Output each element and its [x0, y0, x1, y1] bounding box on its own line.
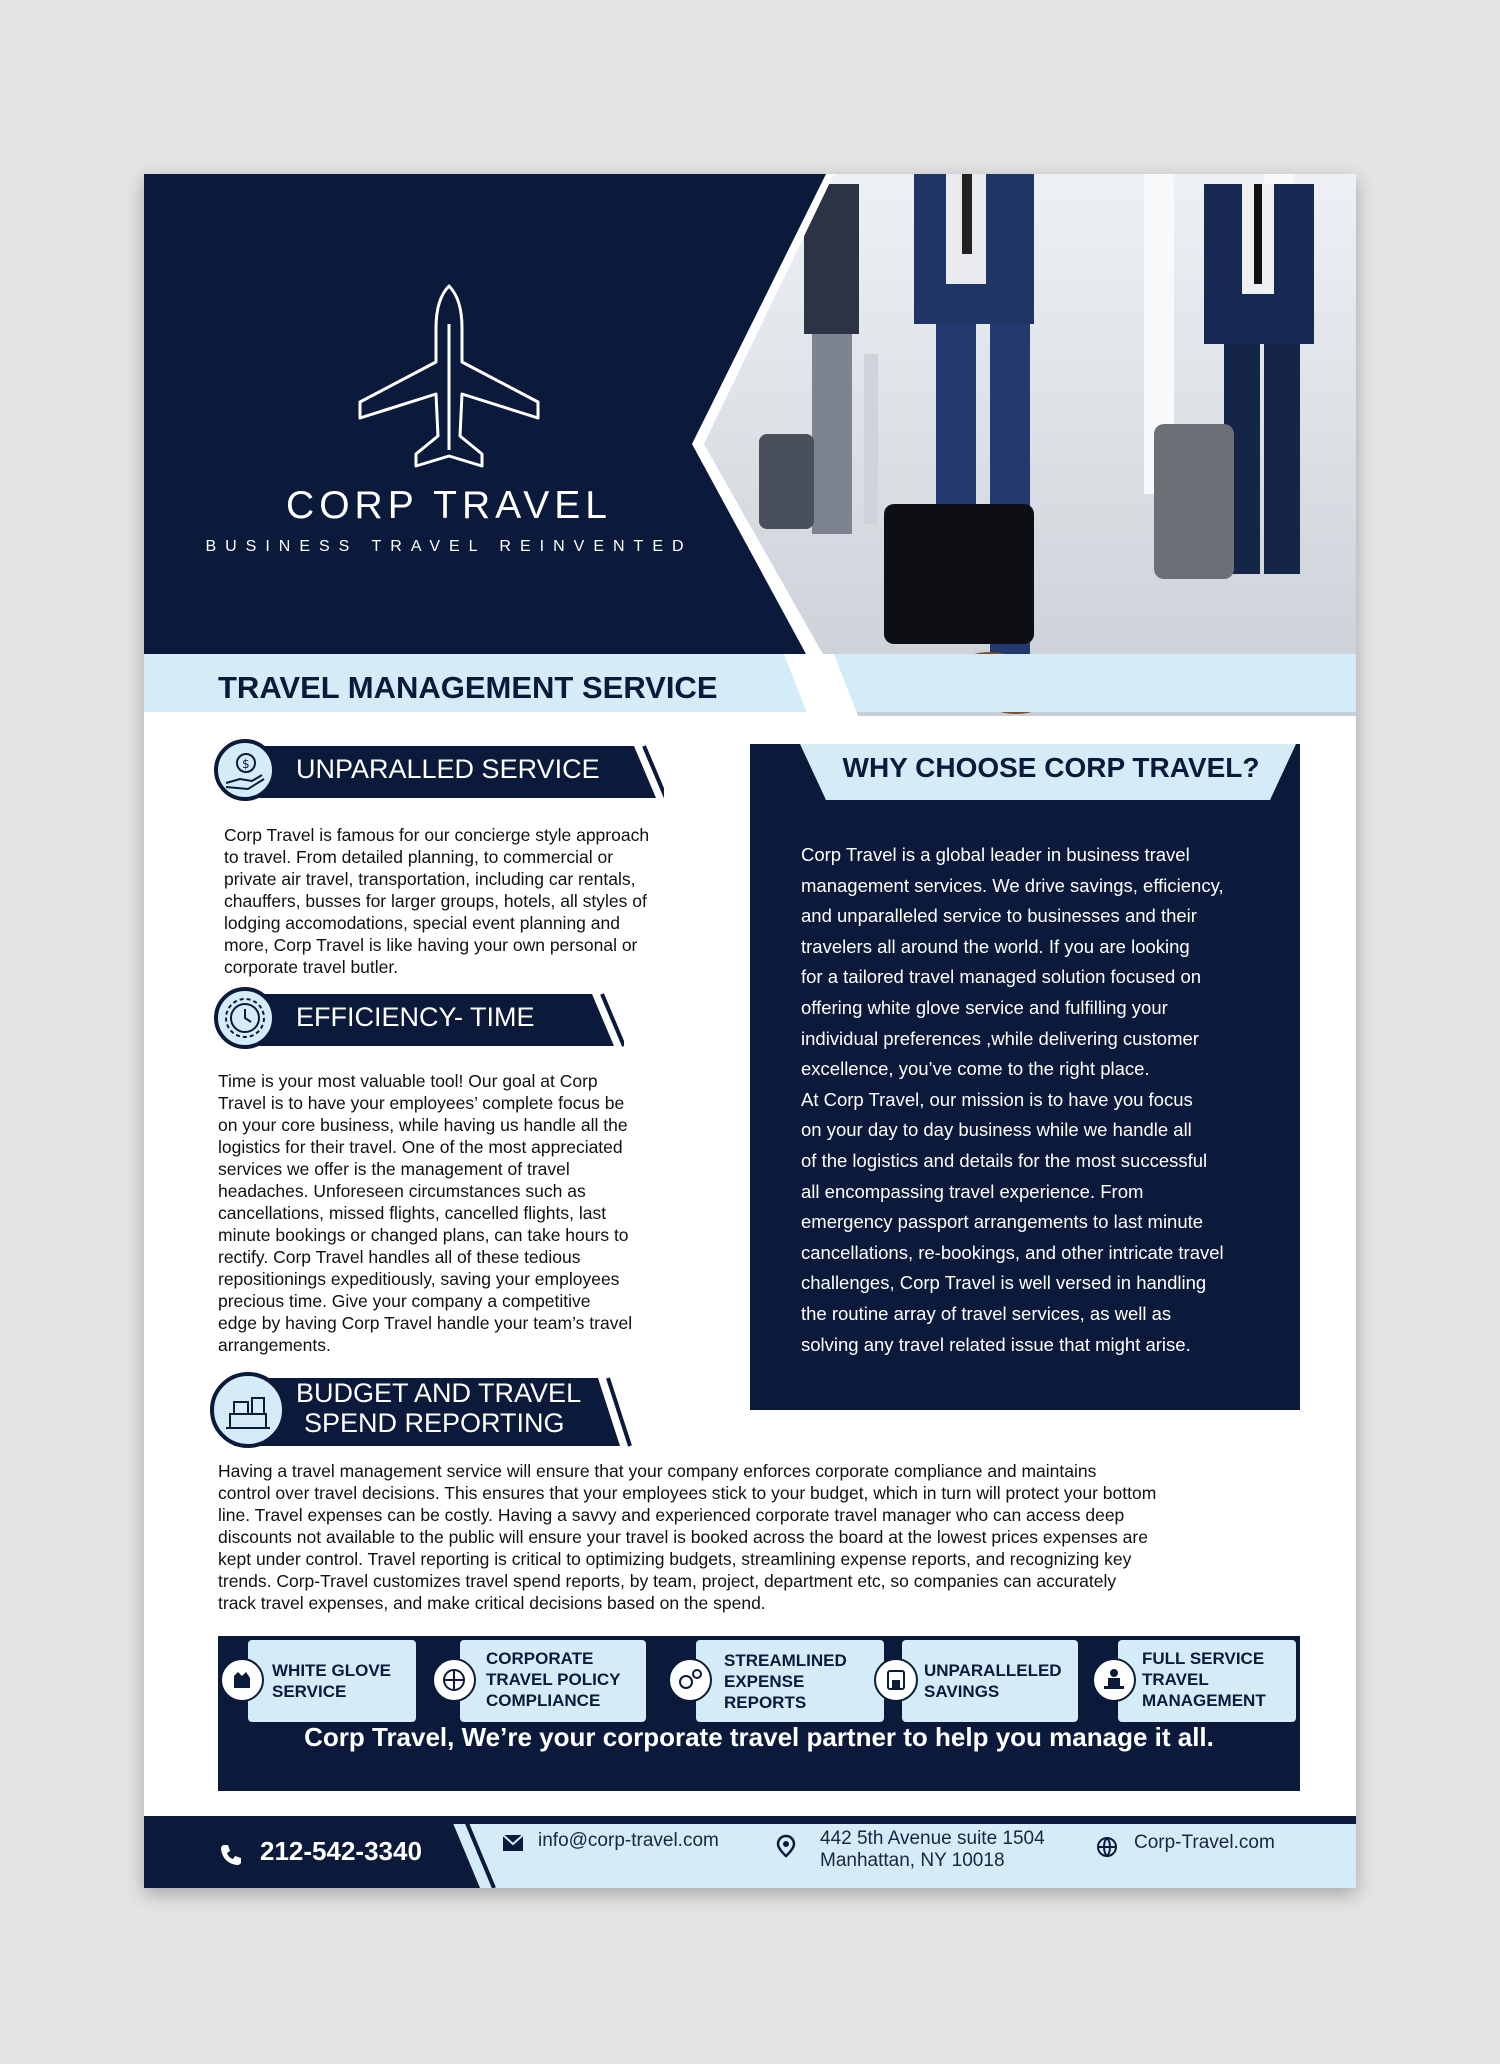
- savings-icon: [874, 1658, 918, 1702]
- budget-title-line2: SPEND REPORTING: [304, 1408, 565, 1438]
- footer-email[interactable]: info@corp-travel.com: [538, 1830, 719, 1851]
- footer-address-line1: 442 5th Avenue suite 1504: [820, 1828, 1045, 1849]
- flyer-page: [144, 174, 1356, 1888]
- clock-gear-icon: [214, 987, 276, 1049]
- efficiency-line: logistics for their travel. One of the most appreciated: [218, 1137, 623, 1157]
- why-line: travelers all around the world. If you are looking: [801, 935, 1190, 957]
- efficiency-line: headaches. Unforeseen circumstances such as: [218, 1181, 586, 1201]
- efficiency-line: arrangements.: [218, 1335, 331, 1355]
- why-line: individual preferences ,while delivering customer: [801, 1027, 1199, 1049]
- budget-line: discounts not available to the public will ensure your travel is booked across the board at the lowest prices expenses are: [218, 1527, 1148, 1547]
- budget-line: trends. Corp-Travel customizes travel spend reports, by team, project, department etc, so companies can accurately: [218, 1571, 1117, 1591]
- why-line: emergency passport arrangements to last minute: [801, 1211, 1204, 1233]
- budget-line: Having a travel management service will ensure that your company enforces corporate compliance and maintains: [218, 1461, 1097, 1481]
- policy-globe-icon: [432, 1658, 476, 1702]
- why-line: Corp Travel is a global leader in business travel: [801, 844, 1190, 865]
- why-line: management services. We drive savings, efficiency,: [801, 874, 1224, 896]
- why-line: offering white glove service and fulfilling your: [801, 996, 1168, 1018]
- budget-line: line. Travel expenses can be costly. Having a savvy and experienced corporate travel manager who can access deep: [218, 1505, 1125, 1525]
- footer-address-line2: Manhattan, NY 10018: [820, 1850, 1005, 1871]
- feature-line: COMPLIANCE: [486, 1691, 601, 1710]
- why-line: solving any travel related issue that might arise.: [801, 1333, 1191, 1355]
- location-icon: [776, 1834, 796, 1858]
- why-line: the routine array of travel services, as well as: [801, 1302, 1172, 1324]
- why-line: challenges, Corp Travel is well versed in handling: [801, 1272, 1207, 1294]
- efficiency-title: EFFICIENCY- TIME: [296, 1002, 535, 1032]
- feature-line: SERVICE: [272, 1682, 347, 1701]
- budget-line: track travel expenses, and make critical decisions based on the spend.: [218, 1593, 766, 1613]
- feature-policy-compliance: [486, 1648, 620, 1711]
- mail-icon: [502, 1834, 524, 1852]
- efficiency-line: cancellations, missed flights, cancelled flights, last: [218, 1203, 607, 1223]
- why-body: [801, 840, 1271, 1360]
- budget-report-icon: [210, 1372, 286, 1448]
- why-line: all encompassing travel experience. From: [801, 1180, 1144, 1202]
- svg-text:$: $: [242, 757, 250, 771]
- efficiency-line: precious time. Give your company a competitive: [218, 1291, 591, 1311]
- phone-icon: [218, 1842, 244, 1868]
- feature-line: EXPENSE: [724, 1672, 805, 1691]
- why-line: excellence, you’ve come to the right place.: [801, 1058, 1150, 1080]
- feature-line: SAVINGS: [924, 1682, 1000, 1701]
- why-line: on your day to day business while we handle all: [801, 1119, 1192, 1141]
- efficiency-line: on your core business, while having us handle all the: [218, 1115, 628, 1135]
- budget-title-line1: BUDGET AND TRAVEL: [296, 1378, 582, 1408]
- service-line: more, Corp Travel is like having your own personal or: [224, 935, 638, 955]
- gears-icon: [668, 1658, 712, 1702]
- efficiency-line: edge by having Corp Travel handle your team’s travel: [218, 1313, 633, 1333]
- budget-line: kept under control. Travel reporting is critical to optimizing budgets, streamlining expense reports, and recognizing key: [218, 1549, 1132, 1569]
- brand-name: CORP TRAVEL: [286, 484, 612, 527]
- glove-icon: [220, 1658, 264, 1702]
- feature-line: TRAVEL: [1142, 1670, 1209, 1689]
- service-line: Corp Travel is famous for our concierge style approach: [224, 825, 650, 845]
- manager-desk-icon: [1092, 1658, 1136, 1702]
- airplane-logo: [356, 284, 542, 474]
- efficiency-line: minute bookings or changed plans, can take hours to: [218, 1225, 629, 1245]
- feature-line: CORPORATE: [486, 1649, 594, 1668]
- feature-line: MANAGEMENT: [1142, 1691, 1266, 1710]
- feature-savings: [924, 1660, 1062, 1702]
- why-line: of the logistics and details for the most successful: [801, 1149, 1208, 1171]
- why-line: At Corp Travel, our mission is to have you focus: [801, 1088, 1193, 1110]
- band-title: TRAVEL MANAGEMENT SERVICE: [218, 670, 718, 705]
- feature-line: TRAVEL POLICY: [486, 1670, 621, 1689]
- why-choose-box: [750, 744, 1300, 1410]
- tagline: Corp Travel, We’re your corporate travel partner to help you manage it all.: [304, 1722, 1214, 1752]
- feature-line: FULL SERVICE: [1142, 1649, 1265, 1668]
- service-body: [224, 824, 744, 978]
- feature-line: WHITE GLOVE: [272, 1661, 391, 1680]
- feature-line: STREAMLINED: [724, 1651, 847, 1670]
- efficiency-line: rectify. Corp Travel handles all of these tedious: [218, 1247, 581, 1267]
- service-hand-icon: [214, 739, 276, 801]
- service-line: chauffers, busses for larger groups, hotels, all styles of: [224, 891, 647, 911]
- efficiency-body: [218, 1070, 748, 1356]
- footer-phone[interactable]: 212-542-3340: [260, 1836, 422, 1866]
- service-line: corporate travel butler.: [224, 957, 399, 977]
- features-bar: [218, 1636, 1300, 1791]
- budget-line: control over travel decisions. This ensures that your employees stick to your budget, which in turn will protect your bottom: [218, 1483, 1157, 1503]
- why-title: WHY CHOOSE CORP TRAVEL?: [842, 752, 1260, 783]
- service-line: lodging accomodations, special event planning and: [224, 913, 620, 933]
- why-line: for a tailored travel managed solution focused on: [801, 966, 1202, 988]
- globe-icon: [1096, 1836, 1118, 1858]
- feature-expense-reports: [724, 1650, 847, 1713]
- budget-body: [218, 1460, 1308, 1614]
- efficiency-line: Travel is to have your employees’ complete focus be: [218, 1093, 625, 1113]
- footer-website[interactable]: Corp-Travel.com: [1134, 1832, 1275, 1853]
- efficiency-line: services we offer is the management of travel: [218, 1159, 570, 1179]
- why-line: and unparalleled service to businesses and their: [801, 905, 1197, 927]
- feature-full-service: [1142, 1648, 1266, 1711]
- brand-tagline: BUSINESS TRAVEL REINVENTED: [205, 538, 693, 555]
- feature-white-glove: [272, 1660, 391, 1702]
- efficiency-line: Time is your most valuable tool! Our goal at Corp: [218, 1071, 598, 1091]
- service-line: to travel. From detailed planning, to commercial or: [224, 847, 614, 867]
- feature-line: REPORTS: [724, 1693, 807, 1712]
- service-title: UNPARALLED SERVICE: [296, 754, 600, 784]
- efficiency-line: repositionings expeditiously, saving your employees: [218, 1269, 620, 1289]
- service-line: private air travel, transportation, including car rentals,: [224, 869, 636, 889]
- feature-line: UNPARALLELED: [924, 1661, 1062, 1680]
- why-line: cancellations, re-bookings, and other intricate travel: [801, 1241, 1224, 1263]
